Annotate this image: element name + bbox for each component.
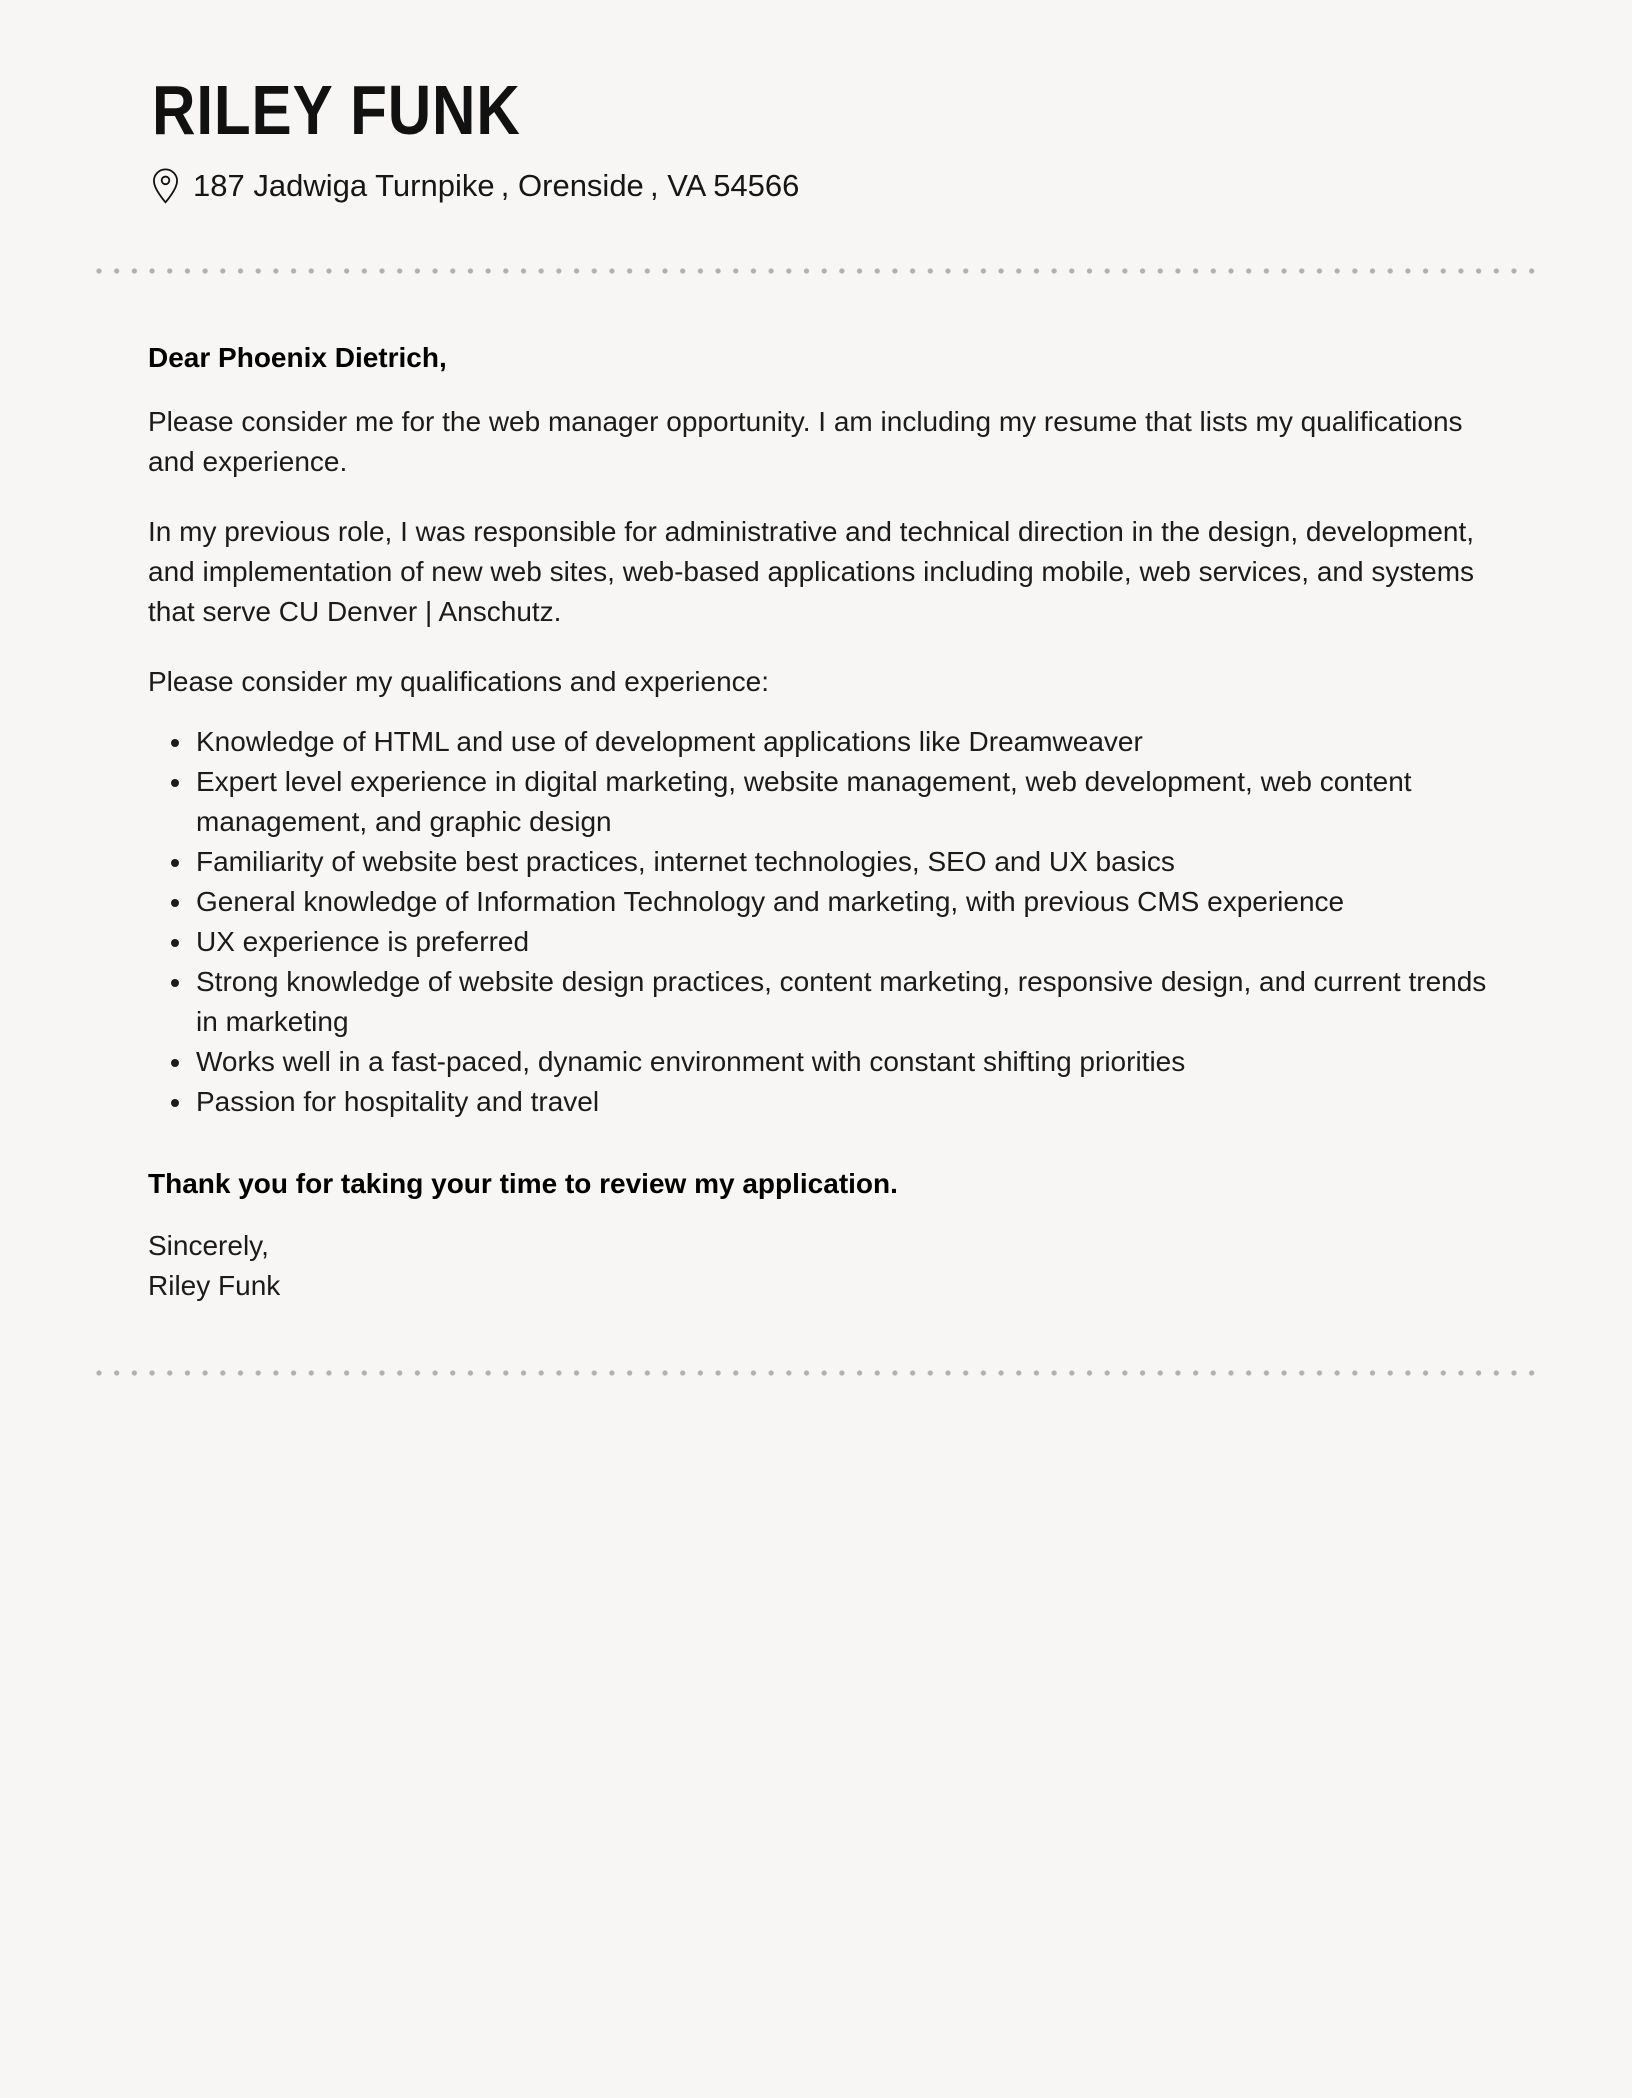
closing-statement: Thank you for taking your time to review my application. [148, 1168, 898, 1199]
bullet-item: • Strong knowledge of website design practices, content marketing, responsive design, and current trends in marketing [194, 962, 1490, 1042]
signature-name: Riley Funk [148, 1270, 281, 1301]
bullet-item: • Expert level experience in digital marketing, website management, web development, web content management, and graphic design [194, 762, 1490, 842]
signature-block [148, 1226, 1490, 1306]
intro-paragraph: Please consider me for the web manager opportunity. I am including my resume that lists my qualifications and experience. [148, 406, 1463, 477]
bullet-item: • Passion for hospitality and travel [194, 1082, 1490, 1122]
bullet-item: • UX experience is preferred [194, 922, 1490, 962]
location-pin-icon [152, 168, 179, 204]
letter-body [96, 274, 1536, 1306]
candidate-name: RILEY FUNK [152, 71, 521, 149]
qualifications-lead-in: Please consider my qualifications and experience: [148, 666, 770, 697]
qualifications-list [148, 722, 1490, 1122]
dotted-divider-bottom [96, 1370, 1536, 1376]
bullet-item: • Knowledge of HTML and use of development applications like Dreamweaver [194, 722, 1490, 762]
salutation: Dear Phoenix Dietrich, [148, 342, 447, 373]
bullet-item: • Works well in a fast-paced, dynamic environment with constant shifting priorities [194, 1042, 1490, 1082]
letter-header [96, 0, 1536, 206]
experience-paragraph: In my previous role, I was responsible for administrative and technical direction in the design, development, and implementation of new web sites, web-based applications including mobile, web services, and systems that serve CU Denver | Anschutz. [148, 516, 1475, 627]
bullet-item: • Familiarity of website best practices, internet technologies, SEO and UX basics [194, 842, 1490, 882]
address-text: 187 Jadwiga Turnpike , Orenside , VA 54566 [193, 168, 800, 203]
location-row [152, 166, 1536, 206]
signoff: Sincerely, [148, 1230, 269, 1261]
bullet-item: • General knowledge of Information Technology and marketing, with previous CMS experience [194, 882, 1490, 922]
